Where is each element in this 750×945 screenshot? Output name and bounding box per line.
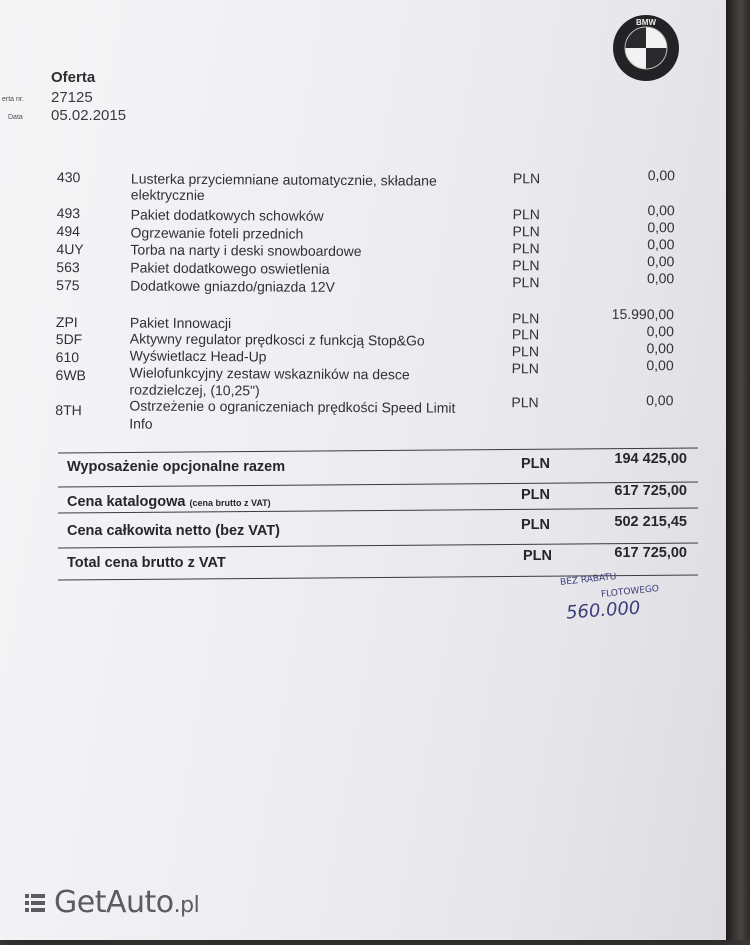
item-description: Wyświetlacz Head-Up bbox=[129, 347, 267, 365]
item-currency: PLN bbox=[512, 206, 540, 223]
item-amount: 0,00 bbox=[647, 202, 675, 219]
item-currency: PLN bbox=[512, 274, 540, 291]
summary-label: Cena całkowita netto (bez VAT) bbox=[67, 523, 280, 539]
summary-label: Cena katalogowa bbox=[67, 494, 186, 510]
item-code: 493 bbox=[56, 204, 81, 222]
offer-date: 05.02.2015 bbox=[51, 107, 127, 124]
item-description-cont: Info bbox=[129, 415, 153, 432]
item-code: 563 bbox=[56, 258, 80, 276]
item-amount: 0,00 bbox=[647, 219, 675, 236]
item-amount: 15.990,00 bbox=[611, 305, 675, 323]
item-code: 610 bbox=[55, 348, 80, 366]
item-description: Pakiet dodatkowych schowków bbox=[130, 206, 324, 224]
item-description: Torba na narty i deski snowboardowe bbox=[130, 241, 362, 260]
getauto-watermark bbox=[54, 885, 199, 920]
item-currency: PLN bbox=[512, 170, 541, 187]
item-code: 8TH bbox=[55, 401, 82, 419]
item-code: 494 bbox=[56, 222, 80, 240]
item-currency: PLN bbox=[511, 310, 540, 327]
item-code: 6WB bbox=[55, 366, 86, 384]
item-code: ZPI bbox=[55, 313, 78, 331]
item-amount: 0,00 bbox=[646, 357, 674, 374]
summary-amount: 617 725,00 bbox=[614, 483, 687, 499]
item-code: 575 bbox=[56, 276, 80, 294]
item-description: Lusterka przyciemniane automatycznie, składane bbox=[130, 170, 437, 189]
item-amount: 0,00 bbox=[646, 392, 674, 409]
summary-amount: 502 215,45 bbox=[614, 514, 687, 530]
item-amount: 0,00 bbox=[647, 167, 676, 184]
item-currency: PLN bbox=[511, 394, 539, 411]
summary-label: Wyposażenie opcjonalne razem bbox=[67, 459, 286, 475]
getauto-menu-icon bbox=[24, 892, 46, 914]
handwritten-price: 560.000 bbox=[565, 597, 642, 624]
item-amount: 0,00 bbox=[646, 340, 674, 357]
summary-currency: PLN bbox=[521, 517, 550, 533]
item-description-cont: rozdzielczej, (10,25") bbox=[129, 381, 260, 399]
item-amount: 0,00 bbox=[647, 236, 675, 253]
handwritten-note-line1: BEZ RABATU bbox=[559, 572, 618, 588]
item-description: Pakiet dodatkowego oswietlenia bbox=[130, 259, 330, 277]
item-code: 4UY bbox=[56, 240, 84, 258]
date-label: Data bbox=[8, 114, 23, 121]
offer-title: Oferta bbox=[51, 69, 96, 86]
item-currency: PLN bbox=[512, 257, 540, 274]
summary-currency: PLN bbox=[521, 487, 550, 503]
item-description-cont: elektrycznie bbox=[130, 186, 205, 204]
summary-currency: PLN bbox=[523, 548, 552, 564]
item-currency: PLN bbox=[511, 343, 540, 360]
handwritten-note-line2: FLOTOWEGO bbox=[600, 583, 660, 601]
watermark-suffix: .pl bbox=[173, 893, 200, 918]
summary-note: (cena brutto z VAT) bbox=[189, 498, 271, 508]
summary-amount: 194 425,00 bbox=[614, 451, 687, 467]
item-currency: PLN bbox=[511, 326, 540, 343]
logo-text: BMW bbox=[636, 18, 656, 27]
item-description: Ogrzewanie foteli przednich bbox=[130, 224, 304, 242]
item-currency: PLN bbox=[512, 240, 540, 257]
item-code: 430 bbox=[56, 168, 81, 186]
summary-label-catalog bbox=[67, 494, 271, 510]
item-description: Wielofunkcyjny zestaw wskazników na desce bbox=[129, 364, 410, 383]
summary-currency: PLN bbox=[521, 456, 550, 472]
paper-edge-background bbox=[726, 0, 750, 940]
item-description: Ostrzeżenie o ograniczeniach prędkości Speed Limit bbox=[129, 397, 456, 416]
item-amount: 0,00 bbox=[647, 253, 675, 270]
item-amount: 0,00 bbox=[646, 270, 675, 287]
item-currency: PLN bbox=[511, 360, 539, 377]
offer-number: 27125 bbox=[51, 89, 93, 106]
item-code: 5DF bbox=[55, 330, 83, 348]
summary-amount: 617 725,00 bbox=[614, 545, 687, 561]
item-description: Aktywny regulator prędkosci z funkcją Stop&Go bbox=[129, 330, 425, 349]
summary-label: Total cena brutto z VAT bbox=[67, 555, 226, 571]
item-amount: 0,00 bbox=[646, 323, 674, 340]
watermark-text: GetAuto bbox=[54, 885, 174, 920]
item-description: Pakiet Innowacji bbox=[129, 314, 232, 332]
offer-number-label: erta nr. bbox=[2, 96, 24, 103]
item-currency: PLN bbox=[512, 223, 540, 240]
item-description: Dodatkowe gniazdo/gniazda 12V bbox=[130, 277, 335, 295]
